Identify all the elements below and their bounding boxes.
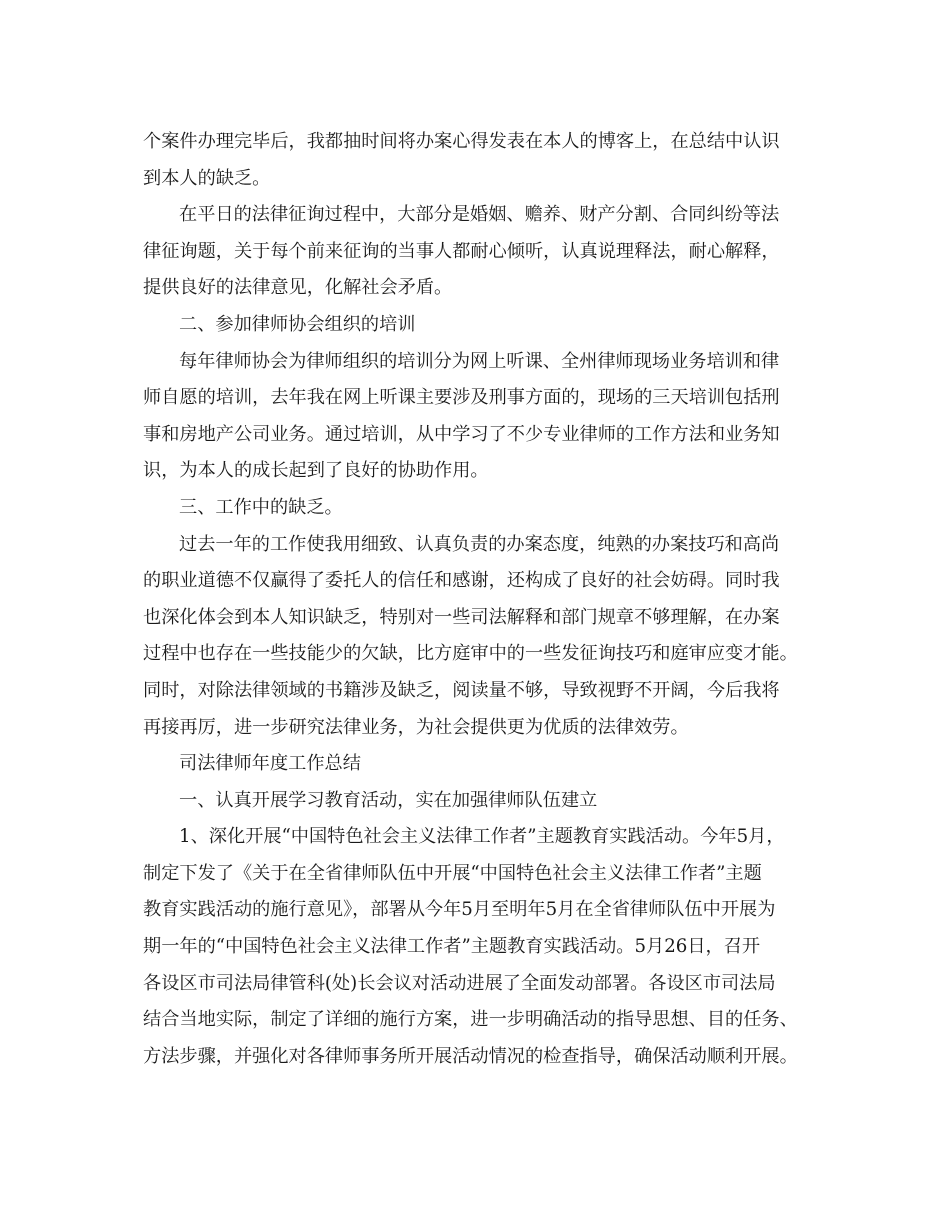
- text-line: 过去一年的工作使我用细致、认真负责的办案态度，纯熟的办案技巧和高尚: [179, 533, 780, 555]
- text-line: 教育实践活动的施行意见》，部署从今年5月至明年5月在全省律师队伍中开展为: [143, 899, 776, 921]
- text-line: 师自愿的培训，去年我在网上听课主要涉及刑事方面的，现场的三天培训包括刑: [143, 387, 780, 409]
- text-line: 也深化体会到本人知识缺乏，特别对一些司法解释和部门规章不够理解，在办案: [143, 606, 780, 628]
- text-line: 结合当地实际，制定了详细的施行方案，进一步明确活动的指导思想、目的任务、: [143, 1009, 798, 1031]
- text-line: 每年律师协会为律师组织的培训分为网上听课、全州律师现场业务培训和律: [179, 350, 780, 372]
- text-line: 在平日的法律征询过程中，大部分是婚姻、赡养、财产分割、合同纠纷等法: [179, 204, 780, 226]
- text-line: 律征询题，关于每个前来征询的当事人都耐心倾听，认真说理释法，耐心解释，: [143, 240, 780, 262]
- text-line: 提供良好的法律意见，化解社会矛盾。: [143, 277, 453, 299]
- text-line: 事和房地产公司业务。通过培训，从中学习了不少专业律师的工作方法和业务知: [143, 423, 780, 445]
- text-line: 期一年的“中国特色社会主义法律工作者”主题教育实践活动。5月26日，召开: [143, 936, 761, 958]
- text-line: 司法律师年度工作总结: [179, 753, 361, 775]
- text-line: 1、深化开展“中国特色社会主义法律工作者”主题教育实践活动。今年5月，: [179, 826, 785, 848]
- text-line: 各设区市司法局律管科(处)长会议对活动进展了全面发动部署。各设区市司法局: [143, 972, 776, 994]
- text-line: 三、工作中的缺乏。: [179, 496, 343, 518]
- text-line: 二、参加律师协会组织的培训: [179, 313, 416, 335]
- text-line: 到本人的缺乏。: [143, 167, 271, 189]
- text-line: 一、认真开展学习教育活动，实在加强律师队伍建立: [179, 789, 598, 811]
- text-line: 过程中也存在一些技能少的欠缺，比方庭审中的一些发征询技巧和庭审应变才能。: [143, 643, 798, 665]
- text-line: 同时，对除法律领域的书籍涉及缺乏，阅读量不够，导致视野不开阔，今后我将: [143, 679, 780, 701]
- text-line: 再接再厉，进一步研究法律业务，为社会提供更为优质的法律效劳。: [143, 716, 689, 738]
- text-line: 的职业道德不仅赢得了委托人的信任和感谢，还构成了良好的社会妨碍。同时我: [143, 570, 780, 592]
- text-line: 制定下发了《关于在全省律师队伍中开展“中国特色社会主义法律工作者”主题: [143, 862, 762, 884]
- text-line: 方法步骤，并强化对各律师事务所开展活动情况的检查指导，确保活动顺利开展。: [143, 1045, 798, 1067]
- document-body: [143, 124, 813, 1075]
- text-line: 个案件办理完毕后，我都抽时间将办案心得发表在本人的博客上，在总结中认识: [143, 131, 780, 152]
- text-line: 识，为本人的成长起到了良好的协助作用。: [143, 460, 489, 482]
